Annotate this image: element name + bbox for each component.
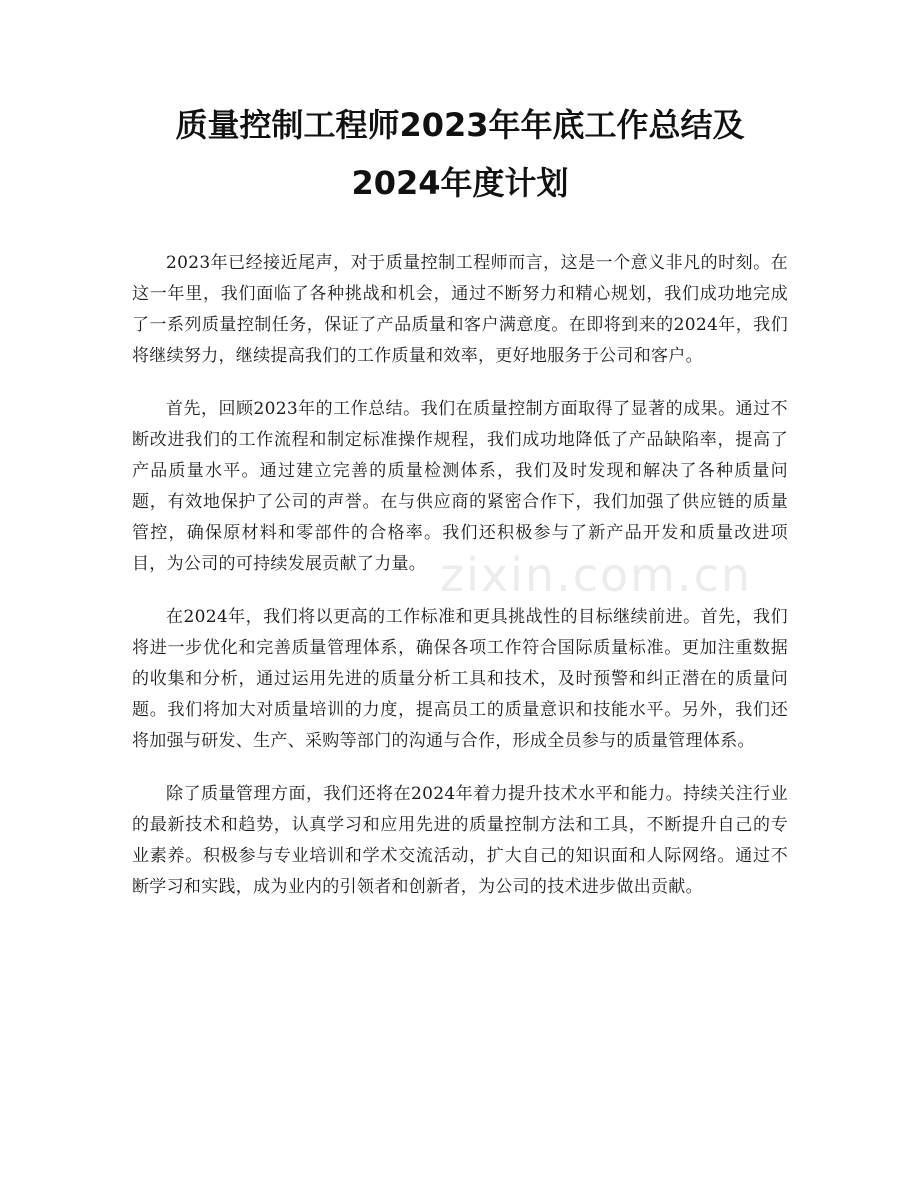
document-body [132,248,788,903]
paragraph-2023-review: 首先，回顾2023年的工作总结。我们在质量控制方面取得了显著的成果。通过不断改进我们的工作流程和制定标准操作规程，我们成功地降低了产品缺陷率，提高了产品质量水平。通过建立完善的质量检测体系，我们及时发现和解决了各种质量问题，有效地保护了公司的声誉。在与供应商的紧密合作下，我们加强了供应链的质量管控，确保原材料和零部件的合格率。我们还积极参与了新产品开发和质量改进项目，为公司的可持续发展贡献了力量。 [132,399,788,574]
paragraph-2024-plan: 在2024年，我们将以更高的工作标准和更具挑战性的目标继续前进。首先，我们将进一步优化和完善质量管理体系，确保各项工作符合国际质量标准。更加注重数据的收集和分析，通过运用先进的质量分析工具和技术，及时预警和纠正潜在的质量问题。我们将加大对质量培训的力度，提高员工的质量意识和技能水平。另外，我们还将加强与研发、生产、采购等部门的沟通与合作，形成全员参与的质量管理体系。 [132,607,788,751]
paragraph-intro: 2023年已经接近尾声，对于质量控制工程师而言，这是一个意义非凡的时刻。在这一年里，我们面临了各种挑战和机会，通过不断努力和精心规划，我们成功地完成了一系列质量控制任务，保证了产品质量和客户满意度。在即将到来的2024年，我们将继续努力，继续提高我们的工作质量和效率，更好地服务于公司和客户。 [132,253,788,366]
paragraph-technical-growth: 除了质量管理方面，我们还将在2024年着力提升技术水平和能力。持续关注行业的最新技术和趋势，认真学习和应用先进的质量控制方法和工具，不断提升自己的专业素养。积极参与专业培训和学术交流活动，扩大自己的知识面和人际网络。通过不断学习和实践，成为业内的引领者和创新者，为公司的技术进步做出贡献。 [132,784,788,897]
title-line-1: 质量控制工程师2023年年底工作总结及 [175,106,745,144]
title-line-2: 2024年度计划 [351,164,569,202]
watermark: zixin.com.cn [440,548,753,602]
document-title [132,96,788,212]
